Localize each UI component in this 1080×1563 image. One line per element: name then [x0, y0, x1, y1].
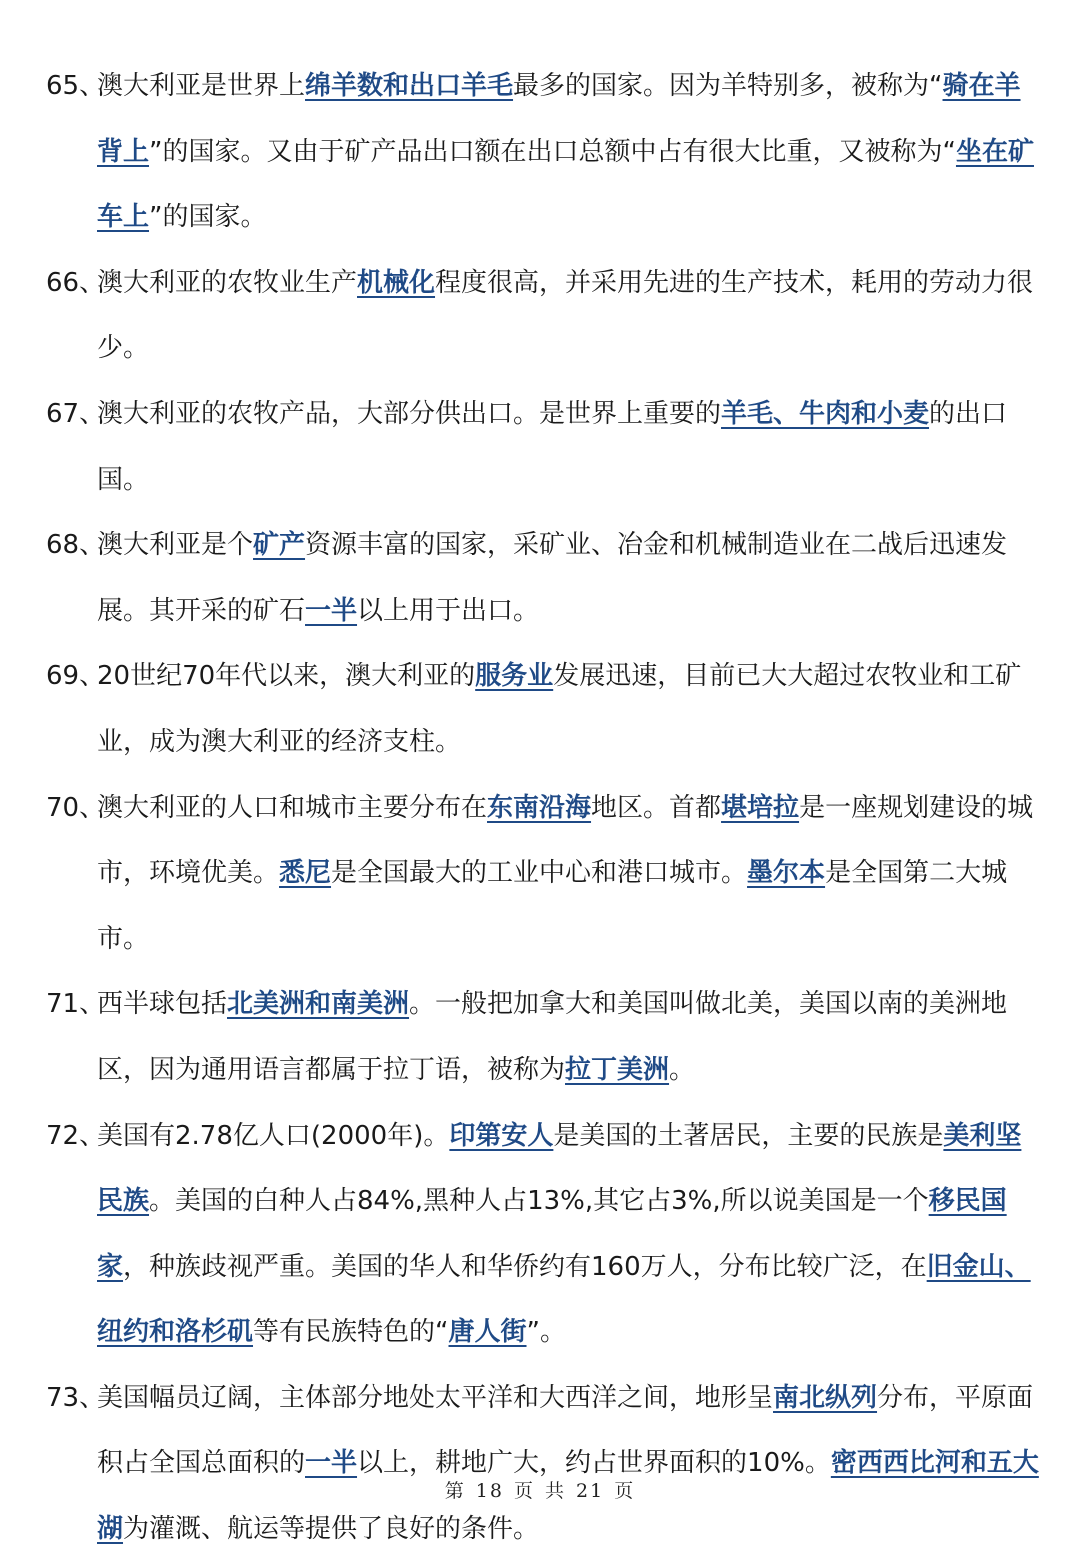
- body-text: 。美国的白种人占84%,黑种人占13%,其它占3%,所以说美国是一个: [149, 1186, 929, 1217]
- document-body: [0, 54, 1080, 1563]
- key-term: 北美洲和南美洲: [227, 989, 410, 1020]
- key-term: 一半: [305, 595, 358, 626]
- key-term: 拉丁美洲: [565, 1054, 670, 1085]
- item-number: 70、: [46, 792, 106, 823]
- key-term: 唐人街: [448, 1317, 527, 1348]
- key-term: 骑在羊背上: [97, 71, 1021, 167]
- key-term: 密西西比河和五大湖: [97, 1448, 1039, 1545]
- list-item: [0, 1104, 1080, 1366]
- list-item: [0, 644, 1080, 775]
- list-item: [0, 382, 1080, 513]
- body-text: 美国幅员辽阔，主体部分地处太平洋和大西洋之间，地形呈: [97, 1382, 774, 1413]
- body-text: 以上用于出口。: [357, 595, 540, 626]
- item-number: 69、: [46, 661, 106, 692]
- footer-label: 页: [513, 1480, 535, 1502]
- list-item: [0, 54, 1080, 251]
- footer-label: 第: [444, 1480, 466, 1502]
- body-text: 西半球包括: [97, 989, 228, 1020]
- item-number: 73、: [46, 1382, 106, 1413]
- current-page-number: 18: [475, 1480, 504, 1502]
- key-term: 羊毛、牛肉和小麦: [721, 398, 930, 429]
- body-text: 分布，平原面积占全国总面积的: [97, 1382, 1034, 1479]
- body-text: ”的国家。: [149, 202, 267, 233]
- body-text: 为灌溉、航运等提供了良好的条件。: [123, 1514, 540, 1545]
- body-text: 程度很高，并采用先进的生产技术，耗用的劳动力很少。: [97, 267, 1034, 364]
- page-footer: [0, 1476, 1080, 1503]
- body-text: 是全国第二大城市。: [97, 858, 1008, 954]
- list-item: [0, 776, 1080, 973]
- list-item: [0, 1366, 1080, 1563]
- body-text: 澳大利亚是个: [97, 530, 254, 561]
- footer-label: 共: [545, 1480, 567, 1502]
- item-number: 72、: [46, 1120, 106, 1151]
- body-text: ”。: [526, 1317, 566, 1348]
- list-item: [0, 972, 1080, 1103]
- key-term: 墨尔本: [747, 858, 826, 889]
- key-term: 印第安人: [449, 1120, 554, 1151]
- body-text: 美国有2.78亿人口(2000年)。: [97, 1120, 450, 1151]
- key-term: 矿产: [253, 530, 306, 561]
- key-term: 服务业: [475, 661, 554, 692]
- item-number: 66、: [46, 267, 106, 298]
- key-term: 绵羊数和出口羊毛: [305, 71, 514, 101]
- total-page-count: 21: [576, 1480, 605, 1502]
- body-text: ，种族歧视严重。美国的华人和华侨约有160万人，分布比较广泛，在: [123, 1251, 927, 1282]
- list-item: [0, 513, 1080, 644]
- body-text: ”的国家。又由于矿产品出口额在出口总额中占有很大比重，又被称为“: [149, 136, 956, 167]
- body-text: 是美国的土著居民，主要的民族是: [553, 1120, 944, 1151]
- body-text: 以上，耕地广大，约占世界面积的10%。: [357, 1448, 831, 1479]
- list-item: [0, 251, 1080, 382]
- body-text: 是全国最大的工业中心和港口城市。: [331, 858, 748, 889]
- body-text: 20世纪70年代以来，澳大利亚的: [97, 661, 476, 692]
- body-text: 发展迅速，目前已大大超过农牧业和工矿业，成为澳大利亚的经济支柱。: [97, 661, 1022, 757]
- body-text: 是一座规划建设的城市，环境优美。: [97, 792, 1034, 889]
- item-number: 65、: [46, 71, 106, 101]
- key-term: 东南沿海: [487, 792, 592, 823]
- body-text: 澳大利亚的农牧产品，大部分供出口。是世界上重要的: [97, 398, 722, 429]
- body-text: 。: [669, 1054, 696, 1085]
- key-term: 移民国家: [97, 1186, 1007, 1282]
- key-term: 南北纵列: [773, 1382, 878, 1413]
- item-number: 71、: [46, 989, 106, 1020]
- footer-label: 页: [614, 1480, 636, 1502]
- item-number: 67、: [46, 398, 106, 429]
- body-text: 等有民族特色的“: [253, 1317, 449, 1348]
- body-text: 澳大利亚的农牧业生产: [97, 267, 358, 298]
- key-term: 旧金山、纽约和洛杉矶: [97, 1251, 1031, 1348]
- key-term: 堪培拉: [721, 792, 800, 823]
- key-term: 美利坚民族: [97, 1120, 1022, 1217]
- body-text: 澳大利亚的人口和城市主要分布在: [97, 792, 488, 823]
- key-term: 机械化: [357, 267, 436, 298]
- body-text: 。一般把加拿大和美国叫做北美，美国以南的美洲地区，因为通用语言都属于拉丁语，被称为: [97, 989, 1008, 1085]
- body-text: 的出口国。: [97, 398, 1008, 495]
- body-text: 最多的国家。因为羊特别多，被称为“: [513, 71, 943, 101]
- key-term: 悉尼: [279, 858, 332, 889]
- item-number: 68、: [46, 530, 106, 561]
- body-text: 地区。首都: [591, 792, 722, 823]
- key-term: 一半: [305, 1448, 358, 1479]
- body-text: 澳大利亚是世界上: [97, 71, 306, 101]
- key-term: 坐在矿车上: [97, 136, 1034, 233]
- body-text: 资源丰富的国家，采矿业、冶金和机械制造业在二战后迅速发展。其开采的矿石: [97, 530, 1008, 626]
